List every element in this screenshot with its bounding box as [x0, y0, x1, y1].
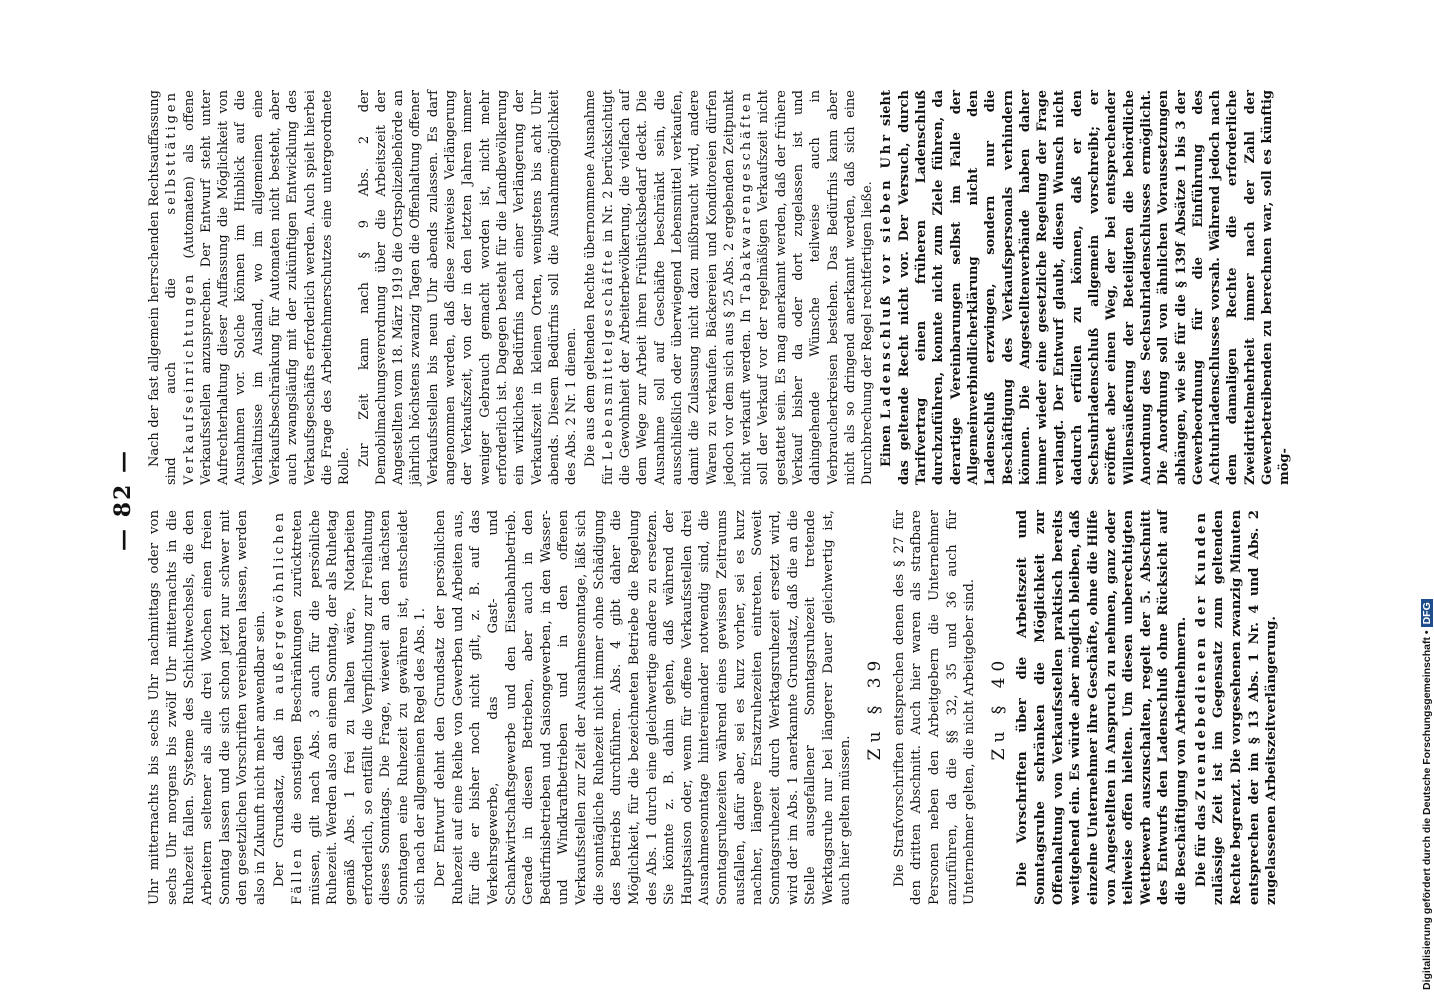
- paragraph-text: in Nr. 2 berücksichtigt die Gewohnheit der Arbeiterbevölkerung, die vielfach auf dem Wege zur Arbeit ihren Frühstücksbedarf deckt. Die Ausnahme soll auf Geschäfte beschränkt sein, die ausschließlich oder überwiegend Lebensmittel verkaufen, damit die Zulassung nicht dazu mißbraucht wird, andere Waren zu verkaufen. Bäckereien und Konditoreien dürfen jedoch vor dem sich aus § 25 Abs. 2 ergebenden Zeitpunkt nicht verkauft werden. In: [600, 89, 755, 485]
- page-number: — 82 —: [110, 449, 136, 551]
- section-heading-40: Zu § 40: [988, 654, 1009, 761]
- paragraph-text: Die aus dem geltenden Rechte übernommene Ausnahme für: [583, 90, 616, 485]
- paragraph: [582, 90, 876, 485]
- left-column: [146, 510, 1283, 905]
- section-heading-39: Zu § 39: [865, 654, 885, 761]
- dfg-logo: DFG: [1421, 599, 1433, 627]
- paragraph: [271, 510, 430, 905]
- spaced-emphasis: selbsttätigen Verkaufseinrichtungen: [164, 90, 197, 485]
- paragraph-text: die sonstigen Beschränkungen zurücktreten müssen, gilt nach Abs. 3 auch für die persönliche Ruhezeit. Werden also an einem Sonntag, der als Ruhetag gemäß Abs. 1 frei zu halten wäre, Notarbeiten erforderlich, so entfällt die Verpflichtung zur Freihaltung dieses Sonntags. Die Frage, wieweit an den nächsten Sonntagen eine Ruhezeit zu gewähren ist, entscheidet sich nach der allgemeinen Regel des Abs. 1.: [290, 510, 429, 905]
- paragraph-text: Der Grundsatz, daß in: [272, 693, 288, 887]
- digitization-note-text: Digitalisierung gefördert durch die Deutsche Forschungsgemeinschaft •: [1421, 630, 1433, 990]
- paragraph-text: Die für das: [1193, 800, 1209, 887]
- paragraph: Der Entwurf dehnt den Grundsatz der persönlichen Ruhezeit auf eine Reihe von Gewerben und Arbeiten aus, für die er bisher noch nicht gilt, z. B. auf das Verkehrsgewerbe, das Gast- und Schankwirtschaftsgewerbe und den Eisenbahnbetrieb. Gerade in diesen Betrieben, aber auch in den Bedürfnisbetrieben und Saisongewerben, in den Wasser- und Windkraftbetrieben und in den offenen Verkaufsstellen zur Zeit der Ausnahmesonntage, läßt sich die sonntägliche Ruhezeit nicht immer ohne Schädigung des Betriebs durchführen. Abs. 4 gibt daher die Möglichkeit, für die bezeichneten Betriebe die Regelung des Abs. 1 durch eine gleichwertige andere zu ersetzen. Sie könnte z. B. dahin gehen, daß während der Hauptsaison oder, wenn für offene Verkaufsstellen drei Ausnahmesonntage hintereinander notwendig sind, die Sonntagsruhezeiten während eines gewissen Zeitraums ausfallen, dafür aber, sei es kurz vorher, sei es kurz nachher, längere Ersatzruhezeiten eintreten. Soweit Sonntagsruhezeit durch Werktagsruhezeit ersetzt wird, wird der im Abs. 1 anerkannte Grundsatz, daß die an die Stelle ausgefallener Sonntagsruhezeit tretende Werktagsruhe nur bei längerer Dauer gleichwertig ist, auch hier gelten müssen.: [433, 510, 854, 905]
- paragraph-text: Einen: [879, 419, 895, 467]
- paragraph-text: (Automaten) als offene Verkaufsstellen anzusprechen. Der Entwurf steht unter Aufrechterhaltung dieser Auffassung die Möglichkeit von Ausnahmen vor. Solche können im Hinblick auf die Verhältnisse im Ausland, wo im allgemeinen eine Verkaufsbeschränkung für Automaten nicht besteht, aber auch zwangsläufig mit der zukünftigen Entwicklung des Verkaufsgeschäfts erforderlich werden. Auch spielt hierbei die Frage des Arbeitnehmerschutzes eine untergeordnete Rolle.: [181, 90, 353, 485]
- paragraph: [878, 90, 1293, 485]
- paragraph-text: Nach der fast allgemein herrschenden Rechtsauffassung sind auch die: [147, 90, 180, 485]
- paragraph: [1193, 510, 1281, 905]
- right-column: [146, 90, 1296, 485]
- spaced-emphasis: außergewöhnlichen Fällen: [272, 510, 305, 905]
- paragraph-text: sieht das geltende Recht nicht vor. Der Versuch, durch Tarifvertrag einen früheren Ladenschluß durchzuführen, konnte nicht zum Ziele führen, da derartige Vereinbarungen selbst im Falle der Allgemeinverbindlicherklärung nicht den Ladenschluß erzwingen, sondern nur die Beschäftigung des Verkaufspersonals verhindern können. Die Angestelltenverbände haben daher immer wieder eine gesetzliche Regelung der Frage verlangt. Der Entwurf glaubt, diesen Wunsch nicht dadurch erfüllen zu können, daß er den Sechsuhrladenschluß allgemein vorschreibt; er eröffnet aber einen Weg, der bei entsprechender Willensäußerung der Beteiligten die behördliche Anordnung des Sechsuhrladenschlusses ermöglicht. Die Anordnung soll von ähnlichen Voraussetzungen abhängen, wie sie für die § 139f Absätze 1 bis 3 der Gewerbeordnung für die Einführung des Achtuhrladenschlusses vorsah. Während jedoch nach dem damaligen Rechte die erforderliche Zweidrittelmehrheit immer nach der Zahl der Gewerbetreibenden zu berechnen war, soll es künftig mög-: [879, 90, 1293, 485]
- paragraph: Die Strafvorschriften entsprechen denen des § 27 für den dritten Abschnitt. Auch hier waren als strafbare Personen neben den Arbeitgebern die Unternehmer anzuführen, da die §§ 32, 35 und 36 auch für Unternehmer gelten, die nicht Arbeitgeber sind.: [891, 510, 978, 905]
- paragraph: [146, 90, 354, 485]
- paragraph-text: soll der Verkauf vor der regelmäßigen Verkaufszeit nicht gestattet sein. Es mag anerkannt werden, daß der frühere Verkauf bisher da oder dort zugelassen ist und dahingehende Wünsche teilweise auch in Verbraucherkreisen bestehen. Das Bedürfnis kann aber nicht als so dringend anerkannt werden, daß sich eine Durchbrechung der Regel rechtfertigen ließe.: [756, 90, 876, 485]
- spaced-emphasis: Lebensmittelgeschäfte: [600, 247, 616, 461]
- spaced-emphasis: Zuendebedienen der Kunden: [1193, 509, 1209, 801]
- paragraph-text: zulässige Zeit ist im Gegensatz zum geltenden Rechte begrenzt. Die vorgesehenen zwanzig Minuten entsprechen der im § 13 Abs. 1 Nr. 4 und Abs. 2 zugelassenen Arbeitszeitverlängerung.: [1211, 510, 1280, 905]
- spaced-emphasis: Ladenschluß vor sieben Uhr: [879, 131, 895, 420]
- scanned-page: [100, 75, 1315, 925]
- paragraph: Die Vorschriften über die Arbeitszeit und Sonntagsruhe schränken die Möglichkeit zur Offenhaltung von Verkaufsstellen praktisch bereits weitgehend ein. Es würde aber möglich bleiben, daß einzelne Unternehmer ihre Geschäfte, ohne die Hilfe von Angestellten in Anspruch zu nehmen, ganz oder teilweise offen hielten. Um diesen unberechtigten Wettbewerb auszuschalten, regelt der 5. Abschnitt des Entwurfs den Ladenschluß ohne Rücksicht auf die Beschäftigung von Arbeitnehmern.: [1015, 510, 1189, 905]
- digitization-note: [1421, 599, 1433, 990]
- spaced-emphasis: Tabakwarengeschäften: [739, 90, 755, 303]
- paragraph: Zur Zeit kann nach § 9 Abs. 2 der Demobilmachungsverordnung über die Arbeitszeit der Angestellten vom 18. März 1919 die Ortspolizeibehörde an jährlich höchstens zwanzig Tagen die Offenhaltung offener Verkaufsstellen bis neun Uhr abends zulassen. Es darf angenommen werden, daß diese zeitweise Verlängerung der Verkaufszeit, von der in den letzten Jahren immer weniger Gebrauch gemacht worden ist, nicht mehr erforderlich ist. Dagegen besteht für die Landbevölkerung ein wirkliches Bedürfnis nach einer Verlängerung der Verkaufszeit in kleinen Orten, wenigstens bis acht Uhr abends. Diesem Bedürfnis soll die Ausnahmemöglichkeit des Abs. 2 Nr. 1 dienen.: [356, 90, 580, 485]
- paragraph: Uhr mitternachts bis sechs Uhr nachmittags oder von sechs Uhr morgens bis zwölf Uhr mitternachts in die Ruhezeit fallen. Systeme des Schichtwechsels, die den Arbeitern seltener als alle drei Wochen einen freien Sonntag lassen und die sich schon jetzt nur schwer mit den gesetzlichen Vorschriften vereinbaren lassen, werden also in Zukunft nicht mehr anwendbar sein.: [147, 510, 268, 905]
